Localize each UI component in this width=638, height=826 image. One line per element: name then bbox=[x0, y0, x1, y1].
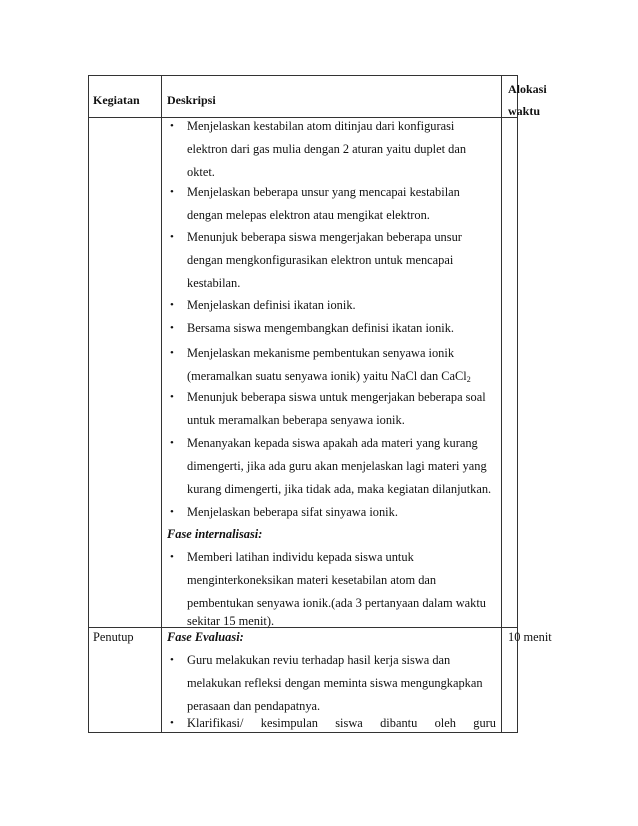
word: dibantu bbox=[380, 716, 418, 730]
list-item-line: dimengerti, jika ada guru akan menjelaskan lagi materi yang bbox=[187, 459, 487, 473]
list-item-line: Menjelaskan mekanisme pembentukan senyawa ionik bbox=[187, 346, 455, 360]
row-divider bbox=[88, 627, 517, 628]
bullet-glyph: • bbox=[170, 391, 174, 403]
header-waktu: waktu bbox=[508, 104, 541, 118]
header-kegiatan: Kegiatan bbox=[93, 93, 140, 107]
header-alokasi: Alokasi bbox=[508, 82, 547, 96]
list-item-line: Bersama siswa mengembangkan definisi ikatan ionik. bbox=[187, 321, 455, 335]
word: kesimpulan bbox=[260, 716, 318, 730]
list-item-line: menginterkoneksikan materi kesetabilan atom dan bbox=[187, 573, 437, 587]
table-bottom-border bbox=[88, 732, 517, 733]
list-item-line: kurang dimengerti, jika tidak ada, maka kegiatan dilanjutkan. bbox=[187, 482, 492, 496]
list-item-line: Menunjuk beberapa siswa untuk mengerjakan beberapa soal bbox=[187, 390, 486, 404]
word: oleh bbox=[434, 716, 456, 730]
list-item-line: Menjelaskan kestabilan atom ditinjau dari konfigurasi bbox=[187, 119, 455, 133]
header-bottom-border bbox=[88, 117, 517, 118]
bullet-glyph: • bbox=[170, 437, 174, 449]
column-divider-1 bbox=[161, 75, 162, 733]
list-item-line: Menjelaskan beberapa sifat sinyawa ionik. bbox=[187, 505, 398, 519]
bullet-glyph: • bbox=[170, 322, 174, 334]
table-top-border bbox=[88, 75, 517, 76]
fase-evaluasi-heading: Fase Evaluasi: bbox=[167, 630, 244, 644]
list-item-line: Menjelaskan beberapa unsur yang mencapai kestabilan bbox=[187, 185, 460, 199]
bullet-glyph: • bbox=[170, 654, 174, 666]
word: guru bbox=[473, 716, 496, 730]
list-item-line bbox=[187, 369, 471, 384]
list-item-line: untuk meramalkan beberapa senyawa ionik. bbox=[187, 413, 405, 427]
bullet-glyph: • bbox=[170, 551, 174, 563]
row2-alokasi: 10 menit bbox=[508, 630, 552, 644]
last-bullet-line bbox=[187, 716, 496, 731]
list-item-line: sekitar 15 menit). bbox=[187, 614, 275, 628]
list-item-line: dengan melepas elektron atau mengikat elektron. bbox=[187, 208, 430, 222]
fase-internalisasi-heading: Fase internalisasi: bbox=[167, 527, 263, 541]
list-item-line: kestabilan. bbox=[187, 276, 241, 290]
list-item-line: Memberi latihan individu kepada siswa untuk bbox=[187, 550, 414, 564]
cacl-subscript: 2 bbox=[466, 375, 471, 384]
bullet-glyph: • bbox=[170, 299, 174, 311]
list-item-line: pembentukan senyawa ionik.(ada 3 pertanyaan dalam waktu bbox=[187, 596, 486, 610]
bullet-glyph: • bbox=[170, 506, 174, 518]
list-item-line: Menjelaskan definisi ikatan ionik. bbox=[187, 298, 356, 312]
list-item-line: elektron dari gas mulia dengan 2 aturan yaitu duplet dan bbox=[187, 142, 467, 156]
word: Klarifikasi/ bbox=[187, 716, 244, 730]
bullet-glyph: • bbox=[170, 347, 174, 359]
column-divider-2 bbox=[501, 75, 502, 733]
bullet-glyph: • bbox=[170, 120, 174, 132]
list-item-line: perasaan dan pendapatnya. bbox=[187, 699, 321, 713]
header-deskripsi: Deskripsi bbox=[167, 93, 216, 107]
word: siswa bbox=[335, 716, 363, 730]
table-left-border bbox=[88, 75, 89, 733]
list-item-line: dengan mengkonfigurasikan elektron untuk mencapai bbox=[187, 253, 454, 267]
bullet-glyph: • bbox=[170, 186, 174, 198]
list-item-line: Menanyakan kepada siswa apakah ada materi yang kurang bbox=[187, 436, 478, 450]
cacl-text: (meramalkan suatu senyawa ionik) yaitu NaCl dan CaCl bbox=[187, 369, 467, 383]
bullet-glyph: • bbox=[170, 231, 174, 243]
row2-kegiatan: Penutup bbox=[93, 630, 134, 644]
list-item-line: melakukan refleksi dengan meminta siswa mengungkapkan bbox=[187, 676, 483, 690]
bullet-glyph: • bbox=[170, 717, 174, 729]
list-item-line: Guru melakukan reviu terhadap hasil kerja siswa dan bbox=[187, 653, 451, 667]
list-item-line: oktet. bbox=[187, 165, 215, 179]
list-item-line: Menunjuk beberapa siswa mengerjakan beberapa unsur bbox=[187, 230, 462, 244]
